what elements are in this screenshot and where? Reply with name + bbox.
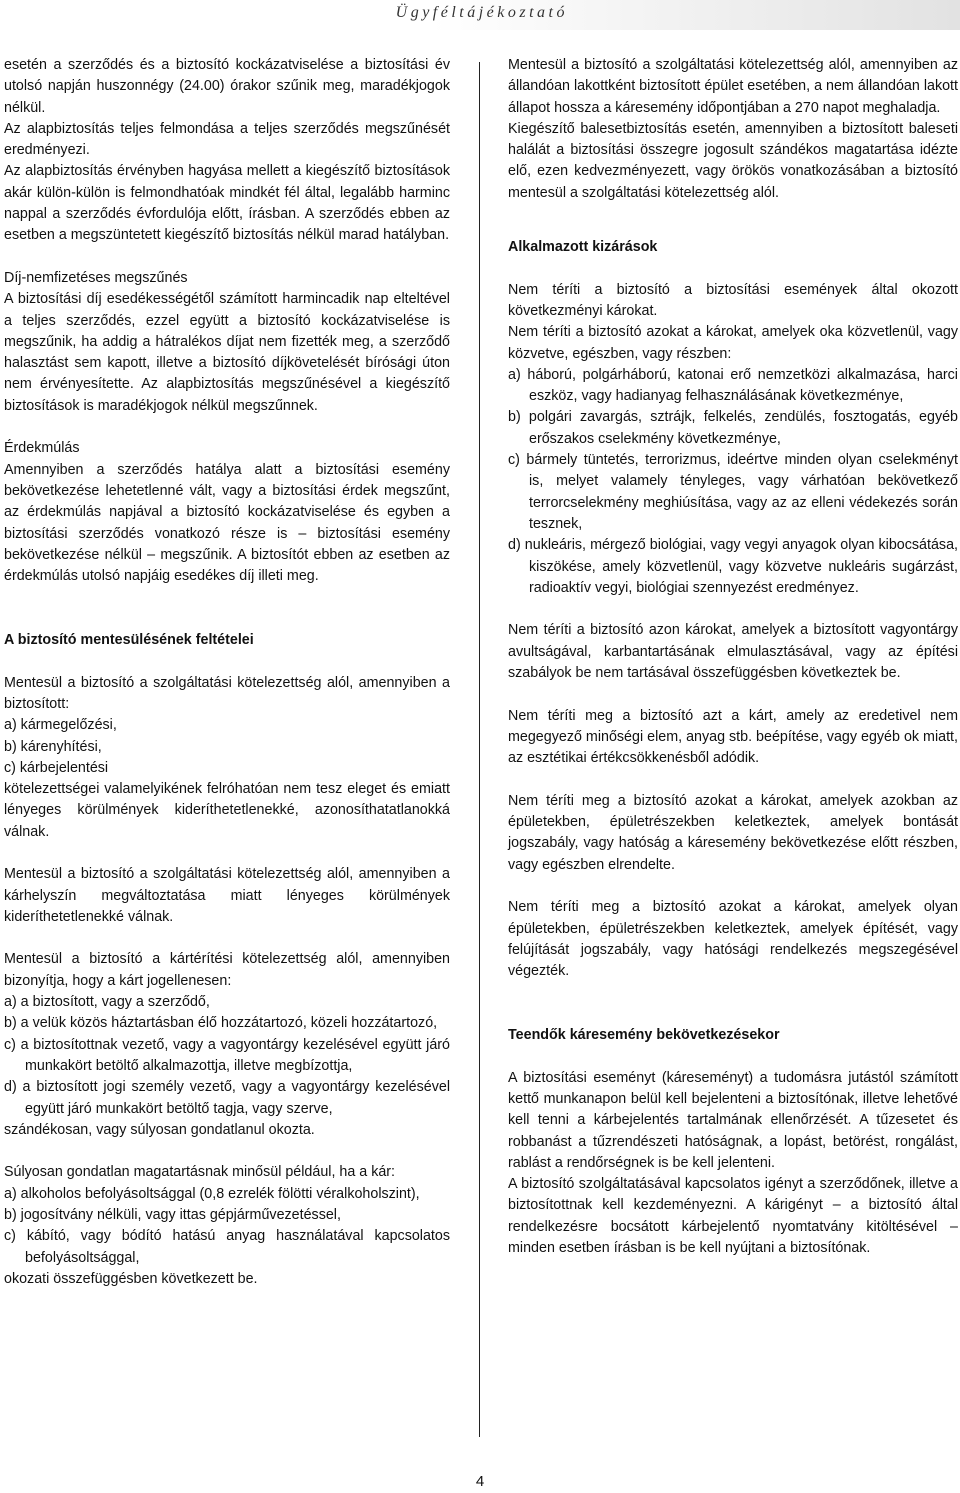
page-number: 4: [475, 1473, 485, 1490]
list-item: a) kármegelőzési,: [4, 717, 117, 734]
right-intro-section: [508, 55, 958, 204]
kizarasok-p1: Nem téríti a biztosító a biztosítási események által okozott következményi károkat.: [508, 281, 958, 319]
kizarasok-paragraph-4: [508, 706, 958, 770]
mentesules-heading: A biztosító mentesülésének feltételei: [4, 632, 254, 649]
column-divider: [479, 62, 480, 1437]
dij-heading: Díj-nemfizetéses megszűnés: [4, 269, 188, 286]
list-item: b) jogosítvány nélküli, vagy ittas gépjárművezetéssel,: [4, 1207, 341, 1224]
list-item: b) polgári zavargás, sztrájk, felkelés, zendülés, fosztogatás, egyéb erőszakos cselekmény következménye,: [508, 409, 958, 447]
document-header-title: Ügyféltájékoztató: [395, 4, 568, 21]
right-paragraph-2: Kiegészítő balesetbiztosítás esetén, amennyiben a biztosított baleseti halálát a biztosítási összegre jogosult szándékos magatartása idézte elő, ezen kedvezményezett, vagy örökös vonatkozásában a biztosító mentesül a szolgáltatási kötelezettség alól.: [508, 120, 958, 201]
mentesules-p4-intro: Súlyosan gondatlan magatartásnak minősül például, ha a kár:: [4, 1164, 396, 1181]
teendok-p2: A biztosító szolgáltatásával kapcsolatos igényt a szerződőnek, illetve a biztosítottnak kell kezdeményezni. A kárigényt – a biztosító által rendelkezésre bocsátott kárbejelentő nyomtatvány kitöltésével – minden esetben írásban is be kell nyújtani a biztosítónak.: [508, 1176, 958, 1257]
teendok-heading-block: [508, 1025, 958, 1046]
left-column: [4, 55, 450, 1312]
mentesules-p3-intro: Mentesül a biztosító a kártérítési kötelezettség alól, amennyiben bizonyítja, hogy a kárt jogellenesen:: [4, 951, 450, 989]
teendok-section: [508, 1068, 958, 1260]
list-item: c) bármely tüntetés, terrorizmus, ideértve minden olyan cselekményt is, melyet valamely tényleges, vagy várhatóan bekövetkező terrorcselekmény meghiúsítása, vagy az az elleni védekezés során tesznek,: [508, 452, 958, 532]
list-item: b) kárenyhítési,: [4, 738, 102, 755]
spacer: [4, 609, 450, 630]
kizarasok-heading-block: [508, 237, 958, 258]
right-column: [508, 55, 958, 1281]
mentesules-p1-intro: Mentesül a biztosító a szolgáltatási kötelezettség alól, amennyiben a biztosított:: [4, 674, 450, 712]
mentesules-paragraph-1: [4, 673, 450, 843]
spacer: [508, 1004, 958, 1025]
mentesules-p1-tail: kötelezettségei valamelyikének felróhatóan nem tesz eleget és emiatt lényeges körülmények kideríthetetlenekké, azonosíthatatlanokká válnak.: [4, 781, 450, 840]
mentesules-paragraph-3: [4, 949, 450, 1141]
mentesules-heading-block: [4, 630, 450, 651]
list-item: d) nukleáris, mérgező biológiai, vagy vegyi anyagok olyan kibocsátása, kiszökése, amely közvetlenül, vagy közvetve nukleáris sugárzást, radioaktív vegyi, biológiai szennyezést eredményez.: [508, 537, 958, 596]
list-item: c) kábító, vagy bódító hatású anyag használatával kapcsolatos befolyásoltsággal,: [4, 1228, 450, 1266]
list-item: a) háború, polgárháború, katonai erő nemzetközi alkalmazása, harci eszköz, vagy hadianyag felhasználásának következménye,: [508, 366, 958, 405]
erdek-heading: Érdekmúlás: [4, 440, 80, 457]
dij-text: A biztosítási díj esedékességétől számított harmincadik nap elteltével a teljes szerződés, ezzel együtt a biztosító kockázatviselése is megszűnik, ha addig a hátralékos díjat nem fizették meg, a szerződő halasztást sem kapott, illetve a biztosító díjkövetelését bírósági úton nem érvényesítette. Az alapbiztosítás megszűnésével a kiegészítő biztosítások is maradékjogok nélkül megszűnnek.: [4, 291, 450, 414]
header-band: [0, 0, 960, 30]
kizarasok-p3: Nem téríti a biztosító azon károkat, amelyek a biztosított vagyontárgy avultságával, karbantartásának elmulasztásával, vagy az építési szabályok be nem tartásával összefüggésben következtek be.: [508, 622, 958, 682]
intro-section: [4, 55, 450, 247]
kizarasok-paragraph-3: [508, 620, 958, 684]
kizarasok-p5: Nem téríti meg a biztosító azokat a károkat, amelyek azokban az épületekben, épületrészekben keletkeztek, amelyek bontását jogszabály, vagy hatóság a káresemény bekövetkezése előtt részben, vagy egészben elrendelte.: [508, 792, 958, 873]
mentesules-p4-tail: okozati összefüggésben következett be.: [4, 1270, 258, 1287]
erdek-section: [4, 438, 450, 587]
intro-paragraph-2: Az alapbiztosítás teljes felmondása a teljes szerződés megszűnését eredményezi.: [4, 120, 450, 159]
erdek-text: Amennyiben a szerződés hatálya alatt a biztosítási esemény bekövetkezése lehetetlenné vált, vagy a biztosítási érdek megszűnt, az érdekmúlás napjával a biztosító kockázatviselése és egyben a biztosítási szerződés vonatkozó része is – biztosítási esemény bekövetkezése nélkül – megszűnik. A biztosítót ebben az esetben az érdekmúlás utolsó napjáig esedékes díj illeti meg.: [4, 461, 450, 585]
right-paragraph-1: Mentesül a biztosító a szolgáltatási kötelezettség alól, amennyiben az állandóan lakottként biztosított épület esetében, a nem állandóan lakott állapot hossza a káresemény időpontjában a 270 napot meghaladja.: [508, 57, 958, 116]
kizarasok-p2-intro: Nem téríti a biztosító azokat a károkat, amelyek oka közvetlenül, vagy közvetve, egészben, vagy részben:: [508, 324, 958, 362]
mentesules-p2: Mentesül a biztosító a szolgáltatási kötelezettség alól, amennyiben a kárhelyszín megváltoztatása miatt lényeges körülmények kideríthetetlenekké válnak.: [4, 866, 450, 925]
kizarasok-p6: Nem téríti meg a biztosító azokat a károkat, amelyek olyan épületekben, épületrészekben keletkeztek, amelyek építését, vagy felújítását jogszabály, vagy hatósági rendelkezés megszegésével végezték.: [508, 899, 958, 980]
mentesules-paragraph-4: [4, 1162, 450, 1290]
teendok-p1: A biztosítási eseményt (káreseményt) a tudomásra jutástól számított kettő munkanapon belül kell bejelenteni a biztosítónak, illetve lehetővé kell tenni a kárbejelentés tartalmának ellenőrzését. A tűzesetet és robbanást a tűzrendészeti hatóságnak, a lopást, betörést, rongálást, rablást a rendőrségnek is be kell jelenteni.: [508, 1069, 958, 1171]
kizarasok-p4: Nem téríti meg a biztosító azt a kárt, amely az eredetivel nem megegyező minőségi elem, anyag stb. beépítése, vagy egyéb ok miatt, az esztétikai értékcsökkenésből adódik.: [508, 707, 958, 767]
intro-paragraph-1: esetén a szerződés és a biztosító kockázatviselése a biztosítási év utolsó napján huszonnégy (24.00) órakor szűnik meg, maradékjogok nélkül.: [4, 57, 450, 116]
kizarasok-paragraph-5: [508, 791, 958, 876]
teendok-heading: Teendők káresemény bekövetkezésekor: [508, 1027, 780, 1044]
mentesules-paragraph-2: [4, 864, 450, 928]
list-item: a) alkoholos befolyásoltsággal (0,8 ezrelék fölötti véralkoholszint),: [4, 1185, 420, 1202]
list-item: a) a biztosított, vagy a szerződő,: [4, 994, 210, 1011]
mentesules-p3-tail: szándékosan, vagy súlyosan gondatlanul okozta.: [4, 1121, 315, 1138]
list-item: b) a velük közös háztartásban élő hozzátartozó, közeli hozzátartozó,: [4, 1015, 438, 1032]
kizarasok-paragraph-1: [508, 280, 958, 599]
kizarasok-heading: Alkalmazott kizárások: [508, 239, 658, 256]
list-item: c) a biztosítottnak vezető, vagy a vagyontárgy kezelésével együtt járó munkakört betöltő alkalmazottja, illetve megbízottja,: [4, 1036, 450, 1074]
intro-paragraph-3: Az alapbiztosítás érvényben hagyása mellett a kiegészítő biztosítások akár külön-külön is felmondhatóak mindkét fél által, legalább harminc nappal a szerződés évfordulója előtt, írásban. A szerződés ebben az esetben a megszüntetett kiegészítő biztosítás nélkül marad hatályban.: [4, 163, 450, 244]
list-item: d) a biztosított jogi személy vezető, vagy a vagyontárgy kezelésével együtt járó munkakört betöltő tagja, vagy szerve,: [4, 1079, 450, 1117]
dij-section: [4, 268, 450, 417]
kizarasok-paragraph-6: [508, 897, 958, 982]
list-item: c) kárbejelentési: [4, 759, 109, 776]
